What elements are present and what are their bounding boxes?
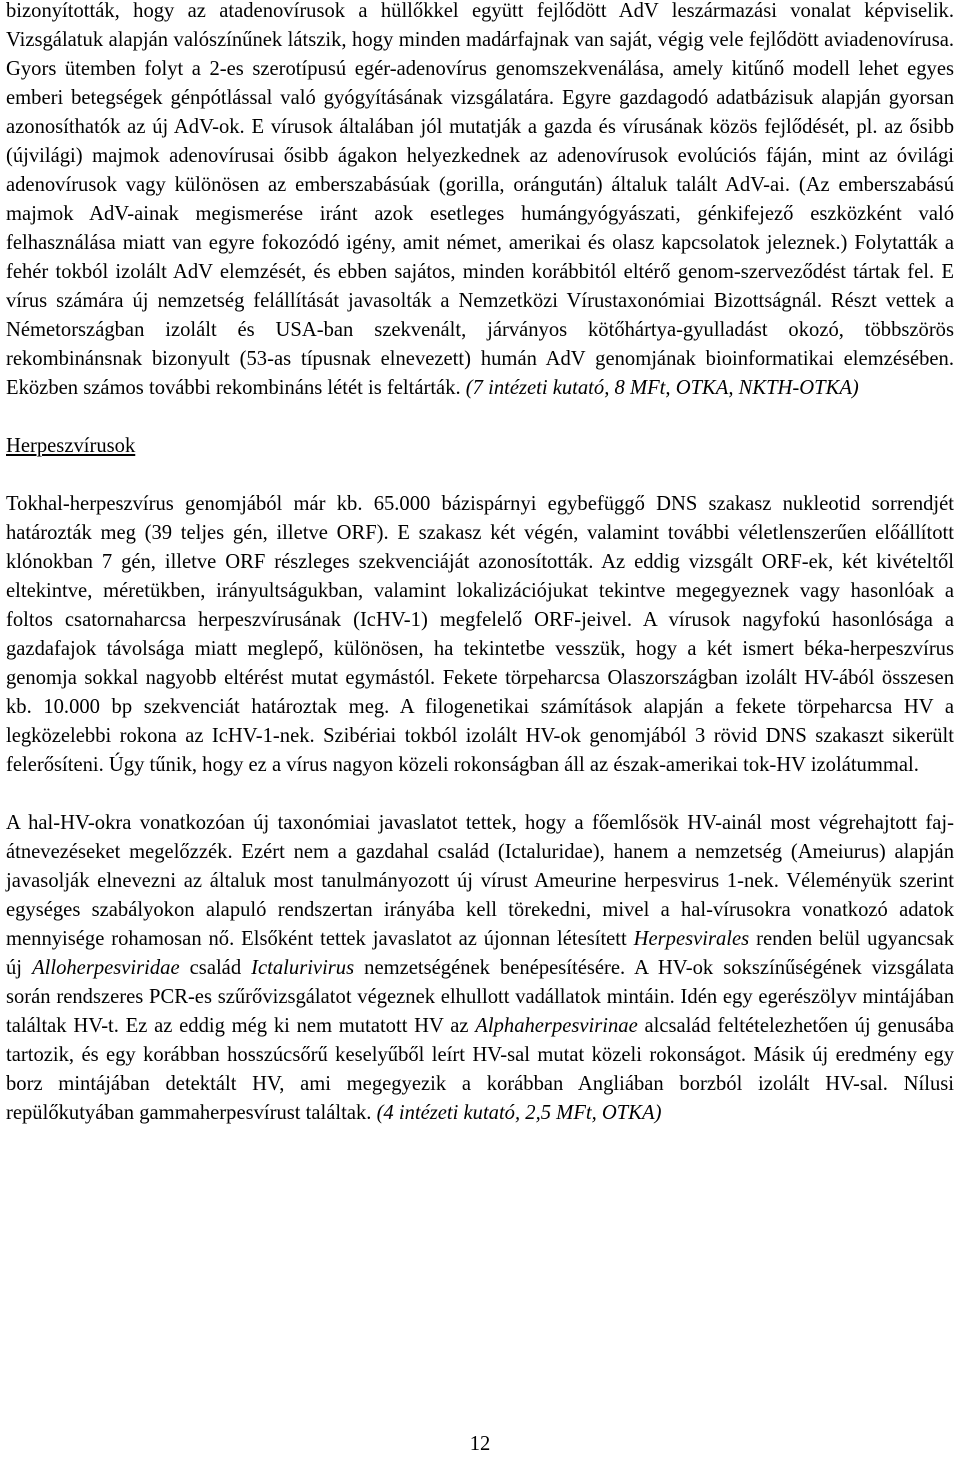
paragraph-text: család bbox=[179, 957, 252, 979]
taxon-family: Alloherpesviridae bbox=[32, 957, 180, 979]
page-number: 12 bbox=[469, 1433, 491, 1455]
paragraph-sturgeon-herpesvirus: Tokhal-herpeszvírus genomjából már kb. 65.000 bázispárnyi egybefüggő DNS szakasz nukleotid sorrendjét határozták meg (39 teljes gén, illetve ORF). E szakasz két végén, valamint további véletlenszerűen előállított klónokban 7 gén, illetve ORF részleges szekvenciáját azonosították. Az eddig vizsgált ORF-ek, két kivételtől eltekintve, méretükben, irányultságukban, valamint lokalizációjukat tekintve megegyeznek vagy hasonlóak a foltos csatornaharcsa herpeszvírusának (IcHV-1) megfelelő ORF-jeivel. A vírusok nagyfokú hasonlósága a gazdafajok távolsága miatt meglepő, különösen, ha tekintetbe vesszük, hogy a két ismert béka-herpeszvírus genomja sokkal nagyobb eltérést mutat egymástól. Fekete törpeharcsa Olaszországban izolált HV-ából összesen kb. 10.000 bp szekvenciát határoztak meg. A filogenetikai számítások alapján a fekete törpeharcsa HV a legközelebbi rokona az IcHV-1-nek. Szibériai tokból izolált HV-ok genomjából 3 rövid DNS szakaszt sikerült felerősíteni. Úgy tűnik, hogy ez a vírus nagyon közeli rokonságban áll az észak-amerikai tok-HV izolátummal. bbox=[6, 493, 954, 776]
paragraph-text: bizonyították, hogy az atadenovírusok a hüllőkkel együtt fejlődött AdV leszármazási vonalat képviselik. Vizsgálatuk alapján valószínűnek látszik, hogy minden madárfajnak van saját, végig vele fejlődött aviadenovírusa. Gyors ütemben folyt a 2-es szerotípusú egér-adenovírus genomszekvenálása, amely kitűnő modell lehet egyes emberi betegségek génpótlással való gyógyításának vizsgálatára. Egyre gazdagodó adatbázisuk alapján gyorsan azonosíthatók az új AdV-ok. E vírusok általában jól mutatják a gazda és vírusának közös fejlődését, pl. az ősibb (újvilági) majmok adenovírusai ősibb ágakon helyezkednek az adenovírusok evolúciós fáján, mint az óvilági adenovírusok vagy különösen az emberszabásúak (gorilla, orángután) általuk talált AdV-ai. (Az emberszabású majmok AdV-ainak megismerése iránt azok esetleges humángyógyászati, génkifejező eszközként való felhasználása miatt van egyre fokozódó igény, amit német, amerikai és olasz kapcsolatok jeleznek.) Folytatták a fehér tokból izolált AdV elemzését, és ebben sajátos, minden korábbitól eltérő genom-szerveződést tártak fel. E vírus számára új nemzetség felállítását javasolták a Nemzetközi Vírustaxonómiai Bizottságnál. Részt vettek a Németországban izolált és USA-ban szekvenált, járványos kötőhártya-gyulladást okozó, többszörös rekombinánsnak bizonyult (53-as típusnak elnevezett) humán AdV genomjának bioinformatikai elemzésében. Eközben számos további rekombináns létét is feltárták. bbox=[6, 0, 954, 399]
taxon-order: Herpesvirales bbox=[633, 928, 750, 950]
paragraph-taxonomy bbox=[6, 809, 954, 1128]
funding-credit: (4 intézeti kutató, 2,5 MFt, OTKA) bbox=[376, 1102, 662, 1124]
paragraph-text: renden belül ugyancsak új bbox=[6, 928, 955, 979]
paragraph-adenovirus bbox=[6, 0, 954, 403]
section-heading-herpesviruses: Herpeszvírusok bbox=[6, 435, 136, 457]
paragraph-text: A hal-HV-okra vonatkozóan új taxonómiai javaslatot tettek, hogy a főemlősök HV-ainál most végrehajtott faj-átnevezéseket megelőzzék. Ezért nem a gazdahal család (Ictaluridae), hanem a nemzetség (Ameiurus) alapján javasolják elnevezni az általuk most tanulmányozott új vírust Ameurine herpesvirus 1-nek. Véleményük szerint egységes szabályokon alapuló rendszertan irányába kell törekedni, mivel a hal-vírusokra vonatkozó adatok mennyisége rohamosan nő. Elsőként tettek javaslatot az újonnan létesített bbox=[6, 812, 954, 950]
paragraph-text: nemzetségének benépesítésére. A HV-ok sokszínűségének vizsgálata során rendszeres PCR-es szűrővizsgálatot végeznek elhullott vadállatok mintáin. Idén egy egerészölyv mintájában találtak HV-t. Ez az eddig még ki nem mutatott HV az bbox=[6, 957, 954, 1037]
taxon-genus: Ictalurivirus bbox=[251, 957, 355, 979]
document-page bbox=[6, 0, 954, 1128]
paragraph-text: alcsalád feltételezhetően új genusába tartozik, és egy korábban hosszúcsőrű keselyűből leírt HV-sal mutat közeli rokonságot. Másik új eredmény egy borz mintájában detektált HV, ami megegyezik a korábban Angliában borzból izolált HV-sal. Nílusi repülőkutyában gammaherpesvírust találtak. bbox=[6, 1015, 954, 1124]
taxon-subfamily: Alphaherpesvirinae bbox=[475, 1015, 638, 1037]
funding-credit: (7 intézeti kutató, 8 MFt, OTKA, NKTH-OTKA) bbox=[465, 377, 859, 399]
